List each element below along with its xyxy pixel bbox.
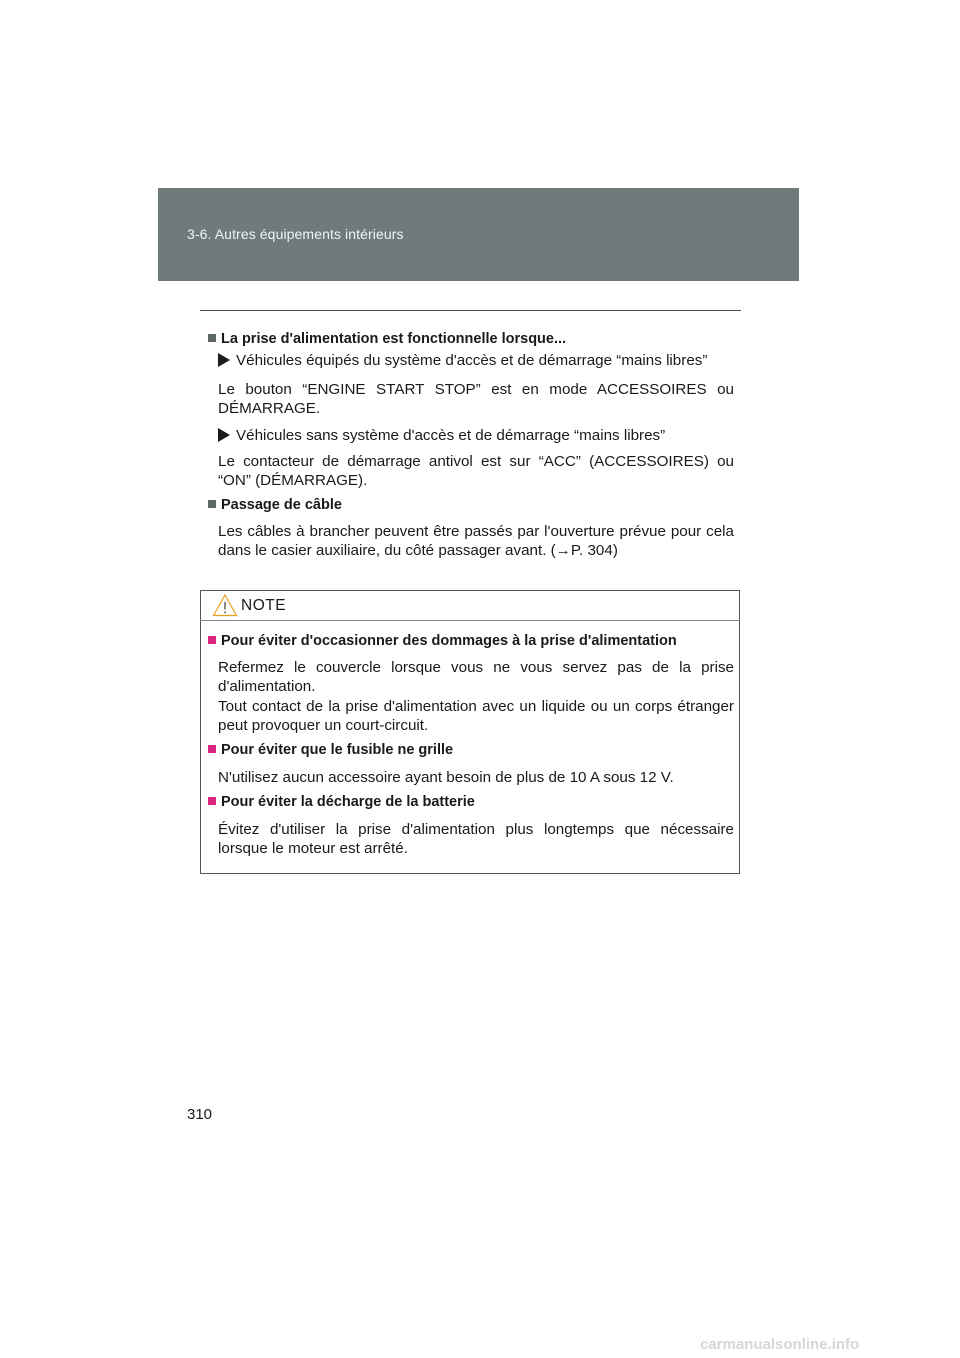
paragraph: Le bouton “ENGINE START STOP” est en mode ACCESSOIRES ou DÉMARRAGE. bbox=[218, 381, 734, 417]
paragraph: Les câbles à brancher peuvent être passés par l'ouverture prévue pour cela dans le casier auxiliaire, du côté passager avant. (→P. 304) bbox=[218, 523, 734, 559]
square-bullet-icon bbox=[208, 745, 216, 753]
note-heading: Pour éviter que le fusible ne grille bbox=[208, 742, 453, 758]
square-bullet-icon bbox=[208, 636, 216, 644]
note-heading: Pour éviter d'occasionner des dommages à la prise d'alimentation bbox=[208, 633, 677, 649]
section-heading: La prise d'alimentation est fonctionnelle lorsque... bbox=[208, 331, 566, 347]
note-heading: Pour éviter la décharge de la batterie bbox=[208, 794, 475, 810]
warning-triangle-icon bbox=[212, 593, 238, 617]
page-number: 310 bbox=[187, 1106, 213, 1123]
paragraph: Le contacteur de démarrage antivol est sur “ACC” (ACCESSOIRES) ou “ON” (DÉMARRAGE). bbox=[218, 453, 734, 489]
note-paragraph: N'utilisez aucun accessoire ayant besoin de plus de 10 A sous 12 V. bbox=[218, 769, 674, 786]
case-label: Véhicules sans système d'accès et de démarrage “mains libres” bbox=[218, 427, 665, 444]
arrow-right-icon bbox=[218, 428, 230, 442]
square-bullet-icon bbox=[208, 334, 216, 342]
note-paragraph: Refermez le couvercle lorsque vous ne vous servez pas de la prise d'alimentation. bbox=[218, 659, 734, 695]
section-heading: Passage de câble bbox=[208, 497, 342, 513]
divider bbox=[200, 310, 741, 311]
note-paragraph: Évitez d'utiliser la prise d'alimentation plus longtemps que nécessaire lorsque le moteur est arrêté. bbox=[218, 821, 734, 857]
note-title: NOTE bbox=[241, 597, 287, 614]
square-bullet-icon bbox=[208, 500, 216, 508]
section-title: 3-6. Autres équipements intérieurs bbox=[187, 226, 404, 242]
note-divider bbox=[200, 620, 740, 621]
case-label: Véhicules équipés du système d'accès et de démarrage “mains libres” bbox=[218, 352, 707, 369]
watermark: carmanualsonline.info bbox=[700, 1336, 860, 1353]
note-paragraph: Tout contact de la prise d'alimentation avec un liquide ou un corps étranger peut provoquer un court-circuit. bbox=[218, 698, 734, 734]
square-bullet-icon bbox=[208, 797, 216, 805]
arrow-right-icon bbox=[218, 353, 230, 367]
